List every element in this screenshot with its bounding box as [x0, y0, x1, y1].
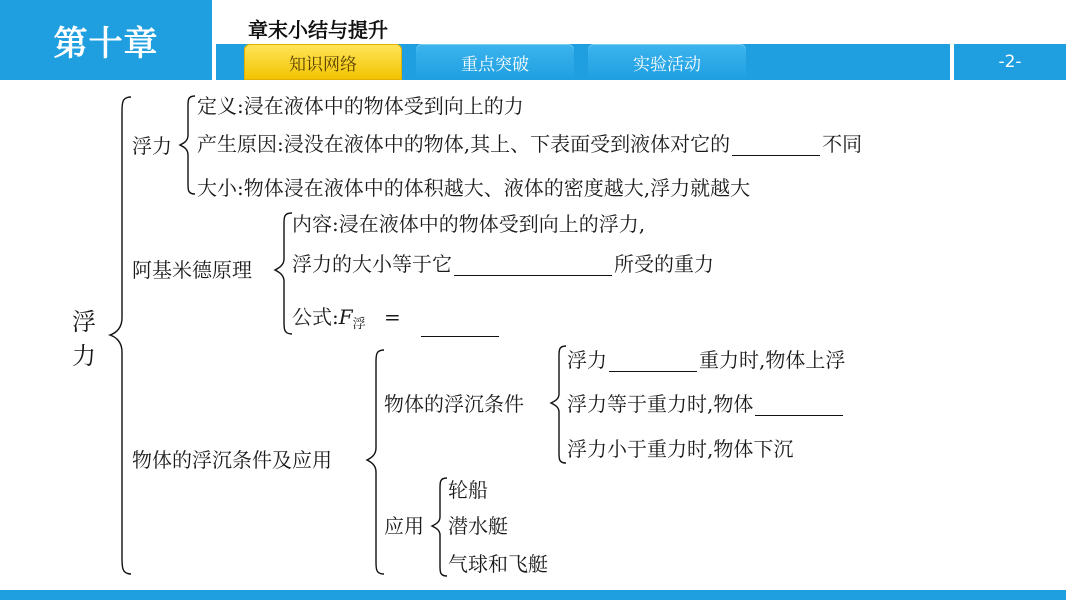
- application-ship: 轮船: [448, 478, 488, 502]
- blank-suspend[interactable]: [755, 395, 843, 416]
- chapter-title: 第十章: [0, 0, 212, 80]
- condition-rise: [567, 348, 845, 372]
- archimedes-content-2: [292, 252, 714, 276]
- blank-pressure-difference[interactable]: [732, 135, 820, 156]
- buoyancy-definition: 定义:浸在液体中的物体受到向上的力: [197, 94, 524, 118]
- bottom-bar: [0, 590, 1066, 600]
- condition-rise-suffix: 重力时,物体上浮: [699, 348, 846, 372]
- tab-key-points[interactable]: 重点突破: [416, 44, 574, 80]
- brace-archimedes: [275, 213, 292, 334]
- condition-sink: 浮力小于重力时,物体下沉: [567, 437, 794, 461]
- tab-experiments[interactable]: 实验活动: [588, 44, 746, 80]
- archimedes-content-1: 内容:浸在液体中的物体受到向上的浮力,: [292, 212, 646, 236]
- float-sink-conditions: 物体的浮沉条件: [384, 392, 524, 416]
- tab-knowledge-network[interactable]: 知识网络: [244, 44, 402, 80]
- application-balloon-airship: 气球和飞艇: [448, 552, 548, 576]
- application-submarine: 潜水艇: [448, 514, 508, 538]
- page-number: -2-: [954, 44, 1066, 80]
- condition-suspend-prefix: 浮力等于重力时,物体: [567, 392, 754, 416]
- brace-float-sink: [367, 350, 384, 574]
- branch-archimedes: 阿基米德原理: [132, 258, 252, 282]
- archimedes-content-2-suffix: 所受的重力: [614, 252, 714, 276]
- buoyancy-cause-suffix: 不同: [822, 132, 863, 156]
- formula-equals: =: [384, 305, 401, 329]
- float-sink-applications: 应用: [384, 514, 424, 538]
- brace-buoyancy: [180, 96, 195, 194]
- formula-subscript: 浮: [352, 317, 366, 332]
- section-title: 章末小结与提升: [248, 18, 388, 42]
- formula-prefix: 公式:: [292, 305, 339, 329]
- branch-float-sink: 物体的浮沉条件及应用: [132, 448, 332, 472]
- formula-symbol: F: [338, 305, 353, 329]
- brace-applications: [432, 478, 447, 576]
- buoyancy-magnitude: 大小:物体浸在液体中的体积越大、液体的密度越大,浮力就越大: [197, 176, 751, 200]
- brace-root: [110, 97, 131, 574]
- brace-conditions: [551, 346, 566, 463]
- buoyancy-cause: [197, 132, 862, 156]
- buoyancy-cause-prefix: 产生原因:浸没在液体中的物体,其上、下表面受到液体对它的: [197, 132, 731, 156]
- blank-formula[interactable]: [421, 312, 499, 337]
- archimedes-formula: [292, 298, 501, 337]
- archimedes-content-2-prefix: 浮力的大小等于它: [292, 252, 452, 276]
- condition-suspend: [567, 392, 845, 416]
- branch-buoyancy: 浮力: [132, 134, 172, 158]
- blank-greater-than[interactable]: [609, 351, 697, 372]
- blank-displaced-liquid[interactable]: [454, 255, 612, 276]
- condition-rise-prefix: 浮力: [567, 348, 607, 372]
- mindmap-root: 浮力: [72, 308, 96, 370]
